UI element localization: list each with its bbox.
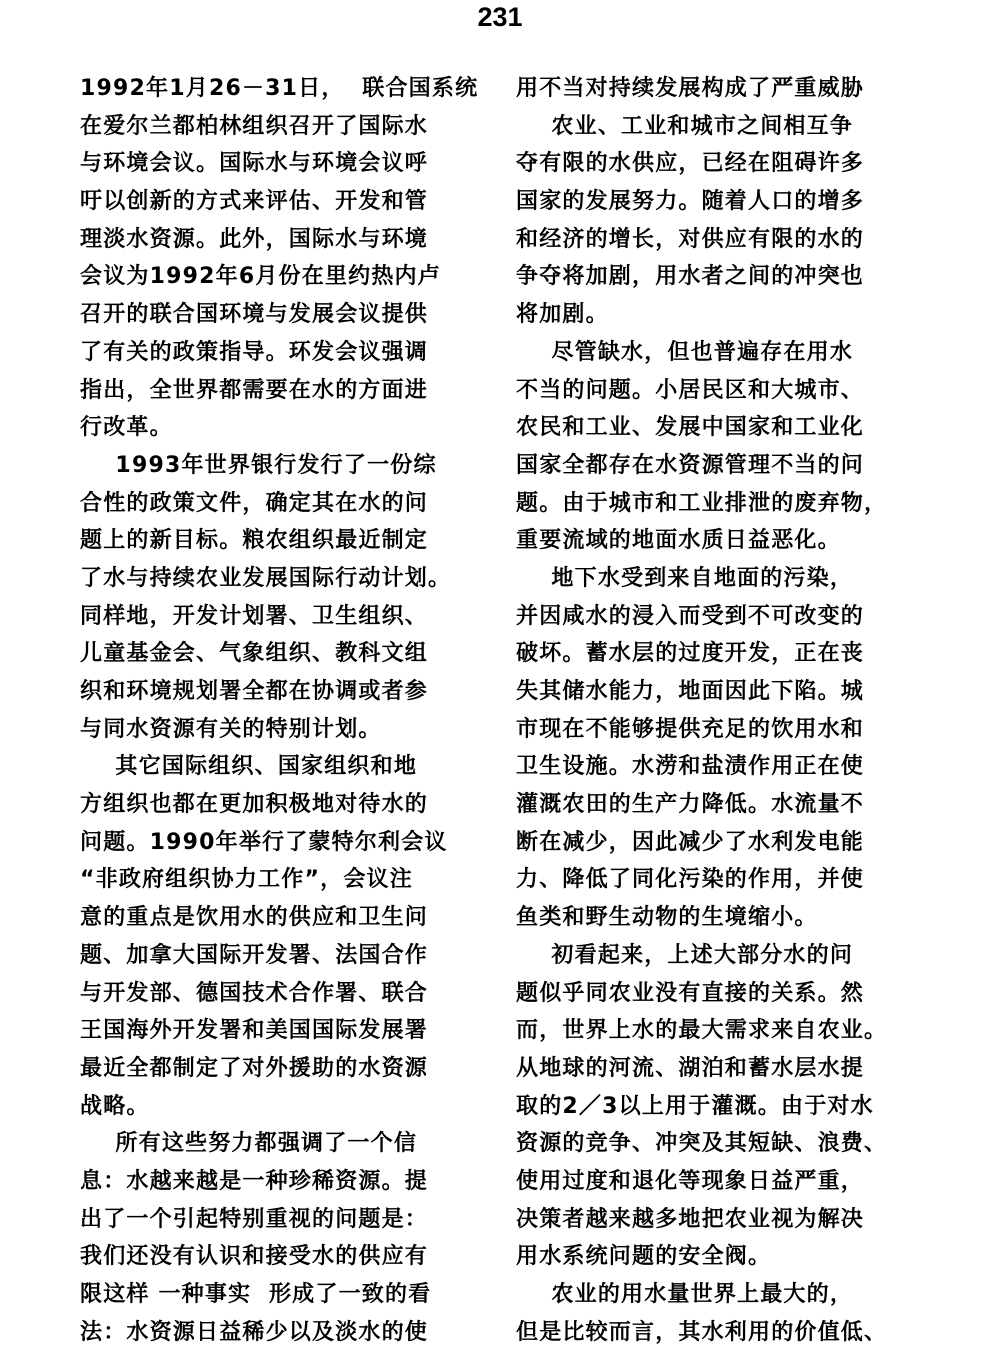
text-line: 意的重点是饮用水的供应和卫生问 xyxy=(80,905,429,931)
text-line: 用不当对持续发展构成了严重威胁 xyxy=(516,76,865,101)
text-line: 召开的联合国环境与发展会议提供 xyxy=(80,302,429,328)
text-line: 限这样 一种事实 形成了一致的看 xyxy=(80,1282,432,1307)
text-line: 最近全都制定了对外援助的水资源 xyxy=(80,1055,429,1081)
text-line: 农业、工业和城市之间相互争 xyxy=(516,113,854,139)
text-line: 出了一个引起特别重视的问题是： xyxy=(80,1206,429,1232)
text-line: 国家全都存在水资源管理不当的问 xyxy=(516,452,865,478)
text-line: 断在减少，因此减少了水利发电能 xyxy=(516,829,865,855)
text-line: 与环境会议。国际水与环境会议呼 xyxy=(80,151,429,177)
text-line: “非政府组织协力工作”，会议注 xyxy=(80,867,413,893)
text-line: 初看起来，上述大部分水的问 xyxy=(516,942,854,968)
text-line: 国家的发展努力。随着人口的增多 xyxy=(516,189,865,215)
text-line: 灌溉农田的生产力降低。水流量不 xyxy=(516,792,865,818)
text-line: 重要流域的地面水质日益恶化。 xyxy=(516,528,841,554)
text-line: 其它国际组织、国家组织和地 xyxy=(80,754,418,780)
text-line: 地下水受到来自地面的污染， xyxy=(516,565,854,591)
text-line: 1993年世界银行发行了一份综 xyxy=(80,452,437,478)
text-line: 夺有限的水供应，已经在阻碍许多 xyxy=(516,151,865,177)
text-line: 指出，全世界都需要在水的方面进 xyxy=(80,377,429,403)
text-line: 市现在不能够提供充足的饮用水和 xyxy=(516,716,865,742)
text-line: 在爱尔兰都柏林组织召开了国际水 xyxy=(80,113,429,139)
text-line: 合性的政策文件，确定其在水的问 xyxy=(80,490,429,516)
text-line: 从地球的河流、湖泊和蓄水层水提 xyxy=(516,1055,865,1081)
text-line: 不当的问题。小居民区和大城市、 xyxy=(516,377,865,403)
text-line: 法：水资源日益稀少以及淡水的使 xyxy=(80,1319,429,1345)
text-line: 题上的新目标。粮农组织最近制定 xyxy=(80,528,429,554)
text-line: 战略。 xyxy=(80,1093,150,1119)
text-line: 息：水越来越是一种珍稀资源。提 xyxy=(80,1168,429,1194)
text-line: 题似乎同农业没有直接的关系。然 xyxy=(516,980,865,1006)
text-line: 同样地，开发计划署、卫生组织、 xyxy=(80,603,429,629)
text-line: 我们还没有认识和接受水的供应有 xyxy=(80,1244,429,1270)
page-number: 231 xyxy=(477,2,523,32)
text-line: 使用过度和退化等现象日益严重， xyxy=(516,1168,865,1194)
text-line: 会议为1992年6月份在里约热内卢 xyxy=(80,264,441,290)
text-line: 王国海外开发署和美国国际发展署 xyxy=(80,1018,429,1044)
text-line: 并因咸水的浸入而受到不可改变的 xyxy=(516,603,865,629)
text-line: 失其储水能力，地面因此下陷。城 xyxy=(516,679,865,704)
text-line: 理淡水资源。此外，国际水与环境 xyxy=(80,226,429,252)
text-line: 织和环境规划署全都在协调或者参 xyxy=(80,679,429,704)
text-line: 鱼类和野生动物的生境缩小。 xyxy=(516,905,818,931)
text-line: 了水与持续农业发展国际行动计划。 xyxy=(80,565,452,591)
text-line: 破坏。蓄水层的过度开发，正在丧 xyxy=(516,641,865,667)
text-line: 农民和工业、发展中国家和工业化 xyxy=(516,415,865,441)
text-line: 争夺将加剧，用水者之间的冲突也 xyxy=(516,264,865,290)
text-line: 将加剧。 xyxy=(516,302,609,328)
text-line: 决策者越来越多地把农业视为解决 xyxy=(516,1206,865,1232)
text-line: 而，世界上水的最大需求来自农业。 xyxy=(516,1018,888,1044)
right-text-column xyxy=(516,70,931,1351)
text-line: 与开发部、德国技术合作署、联合 xyxy=(80,980,429,1006)
text-line: 尽管缺水，但也普遍存在用水 xyxy=(516,339,854,365)
text-line: 与同水资源有关的特别计划。 xyxy=(80,716,382,742)
text-line: 但是比较而言，其水利用的价值低、 xyxy=(516,1319,888,1345)
text-line: 题。由于城市和工业排泄的废弃物， xyxy=(516,490,888,516)
text-line: 行改革。 xyxy=(80,415,173,441)
text-line: 儿童基金会、气象组织、教科文组 xyxy=(80,641,429,667)
text-line: 用水系统问题的安全阀。 xyxy=(516,1244,772,1270)
text-line: 吁以创新的方式来评估、开发和管 xyxy=(80,189,429,215)
text-line: 和经济的增长，对供应有限的水的 xyxy=(516,226,865,252)
text-line: 所有这些努力都强调了一个信 xyxy=(80,1131,418,1157)
text-line: 取的2／3以上用于灌溉。由于对水 xyxy=(516,1093,874,1119)
text-line: 了有关的政策指导。环发会议强调 xyxy=(80,339,429,365)
text-line: 卫生设施。水涝和盐渍作用正在使 xyxy=(516,754,865,780)
text-line: 问题。1990年举行了蒙特尔利会议 xyxy=(80,829,448,855)
text-line: 题、加拿大国际开发署、法国合作 xyxy=(80,942,429,968)
text-line: 农业的用水量世界上最大的， xyxy=(516,1282,854,1307)
text-line: 力、降低了同化污染的作用，并使 xyxy=(516,867,865,893)
text-line: 方组织也都在更加积极地对待水的 xyxy=(80,792,429,818)
text-line: 资源的竞争、冲突及其短缺、浪费、 xyxy=(516,1131,888,1157)
text-line: 1992年1月26－31日， 联合国系统 xyxy=(80,76,479,101)
left-text-column xyxy=(80,70,490,1351)
